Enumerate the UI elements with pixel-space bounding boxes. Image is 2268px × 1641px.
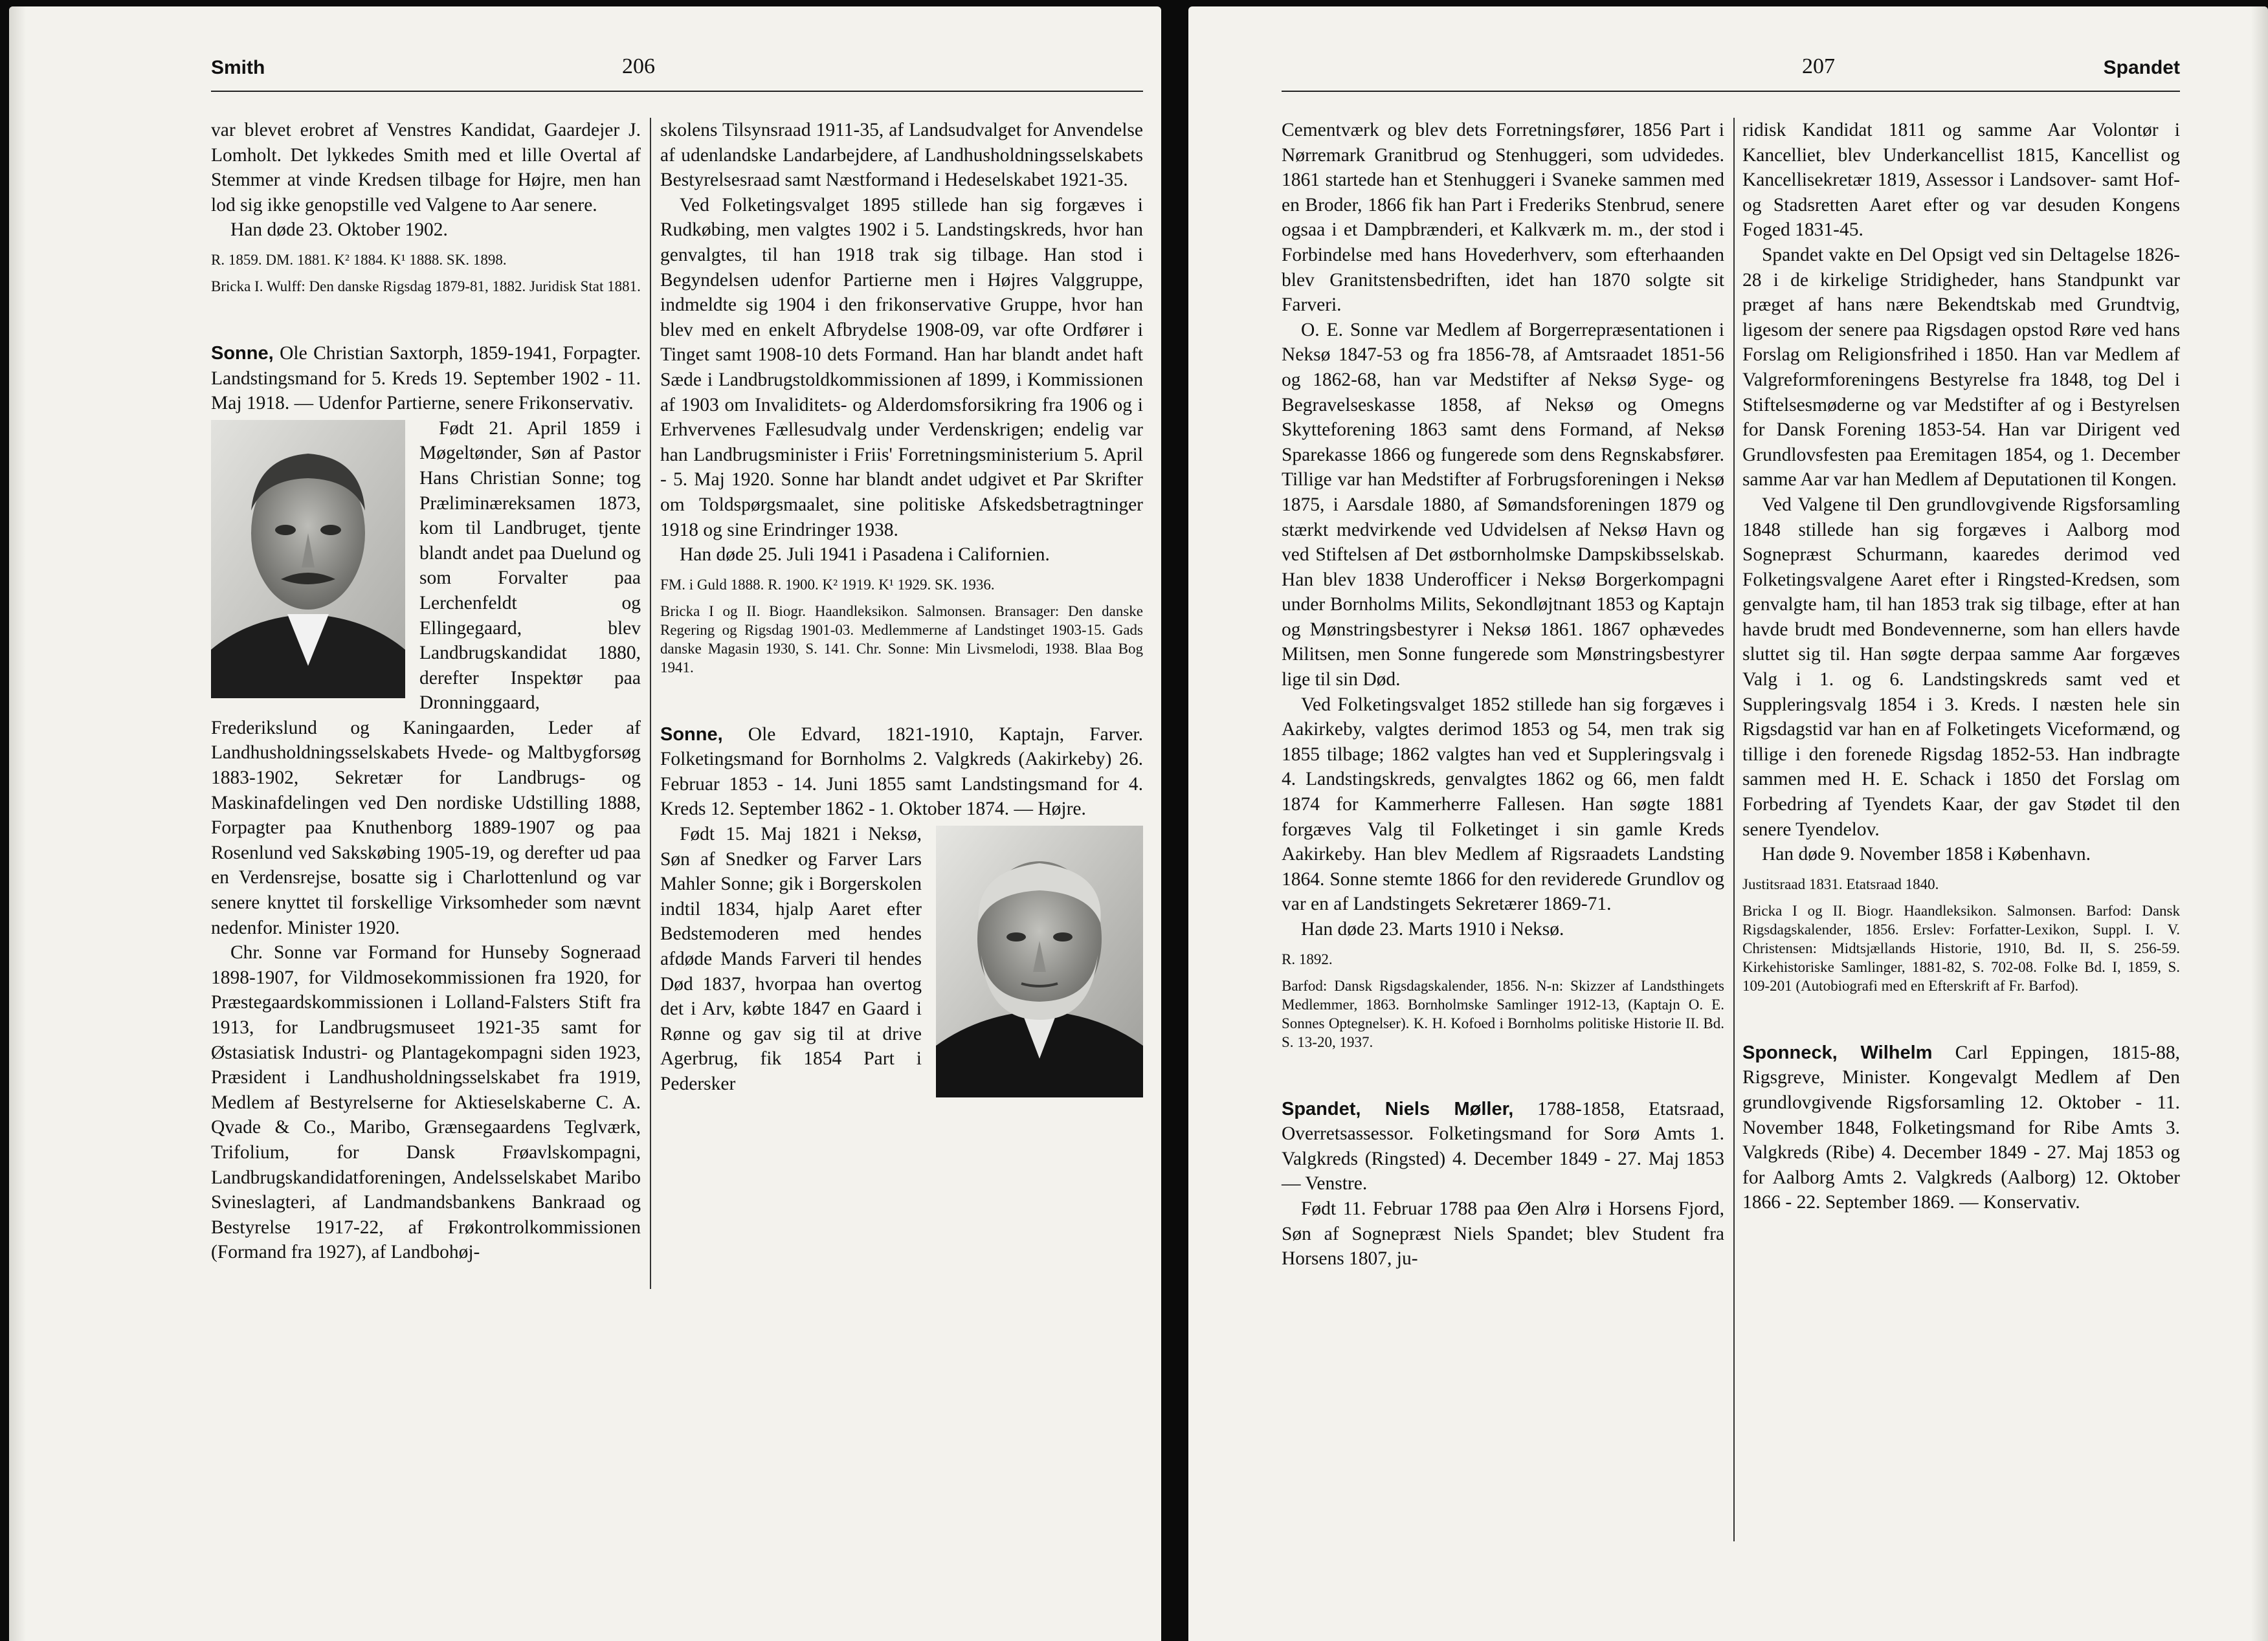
right-page [1188, 6, 2268, 1641]
sonne2-body [660, 822, 1143, 1097]
sonne1-continuation: skolens Tilsynsraad 1911-35, af Landsudvalget for Anvendelse af udenlandske Landarbejdere, af Landhusholdningsselskabets Bestyrelsesraad samt Næstformand i Hedeselskabet 1921-35. [660, 120, 1143, 191]
spandet-death: Han døde 9. November 1858 i København. [1762, 844, 2091, 865]
smith-continuation: var blevet erobret af Venstres Kandidat, Gaardejer J. Lomholt. Det lykkedes Smith med et lille Overtal af Stemmer at vinde Kredsen tilbage for Højre, men han lod sig ikke genopstille ved Valgene to Aar senere. [211, 120, 641, 215]
sonne1-name: Sonne, [211, 342, 274, 364]
spandet-elections: Ved Valgene til Den grundlovgivende Rigsforsamling 1848 stillede han sig forgæves i Aalborg mod Sognepræst Schurmann, kaaredes derimod ved Folketingsvalgene Aaret efter i Ringsted-Kredsen, som genvalgte ham, til han 1853 trak sig tilbage, efter at han havde brudt med Bondevennerne, som han ellers havde sluttet sig til. Han søgte derpaa samme Aar forgæves Valg i 1. og 6. Landstingskreds samt ved et Suppleringsvalg 1854 i 3. Kreds. I næsten hele sin Rigsdagstid var han en af Folketingets Viceformænd, og tillige i den forenede Rigsdag 1852-53. Han indbragte sammen med H. E. Schack i 1850 det Forslag om Forbedring af Tyendets Kaar, der gav Stødet til den senere Tyendelov. [1742, 494, 2180, 840]
sponneck-name: Sponneck, Wilhelm [1742, 1042, 1933, 1063]
smith-death: Han døde 23. Oktober 1902. [230, 219, 448, 241]
entry-spacer [211, 296, 641, 341]
sonne2-elections: Ved Folketingsvalget 1852 stillede han sig forgæves i Aakirkeby, valgtes derimod 1853 og 54, men trak sig 1855 tilbage; 1862 valgtes han ved et Suppleringsvalg i 4. Landstingskreds, genvalgtes 1862 og 66, men faldt 1874 for Kammerherre Fallesen. Han søgte 1881 forgæves Valg til Folketinget i sin gamle Kreds Aakirkeby. Han blev Medlem af Rigsraadets Landsting 1864. Sonne stemte 1866 for den reviderede Grundlov og var en af Landstingets Sekretærer 1869-71. [1282, 694, 1724, 915]
right-header-name: Spandet [2103, 57, 2180, 78]
sonne2-title: Ole Edvard, 1821-1910, Kaptajn, Farver. Folketingsmand for Bornholms 2. Valgkreds (Aakirkeby) 26. Februar 1853 - 14. Juni 1855 samt Landstingsmand for 4. Kreds 12. September 1862 - 1. Oktober 1874. — Højre. [660, 723, 1143, 820]
right-page-number: 207 [1802, 54, 1835, 78]
sonne1-death: Han døde 25. Juli 1941 i Pasadena i Californien. [680, 544, 1050, 566]
left-page-number: 206 [622, 54, 655, 78]
sonne1-orders: FM. i Guld 1888. R. 1900. K² 1919. K¹ 1929. SK. 1936. [660, 576, 995, 593]
sonne1-title: Ole Christian Saxtorph, 1859-1941, Forpagter. Landstingsmand for 5. Kreds 19. September 1902 - 11. Maj 1918. — Udenfor Partierne, senere Frikonservativ. [211, 342, 641, 414]
right-column-rule [1733, 118, 1735, 1541]
right-page-edge [2251, 6, 2268, 1641]
entry-spacer [1742, 995, 2180, 1041]
left-page [9, 6, 1161, 1641]
left-page-edge [9, 6, 26, 1641]
right-header-rule [1282, 91, 2180, 92]
sponneck-heading [1742, 1041, 2180, 1215]
spandet-continuation: ridisk Kandidat 1811 og samme Aar Volontør i Kancelliet, blev Underkancellist 1815, Kancellist og Kancellisekretær 1819, Assessor i Landsover- samt Hof- og Stadsretten Aaret efter og var desuden Kongens Foged 1831-45. [1742, 120, 2180, 241]
left-column-2 [660, 118, 1143, 1101]
smith-sources: Bricka I. Wulff: Den danske Rigsdag 1879-81, 1882. Juridisk Stat 1881. [211, 278, 641, 294]
sonne2-portrait [936, 826, 1143, 1097]
sonne1-heading [211, 341, 641, 416]
sonne1-sources: Bricka I og II. Biogr. Haandleksikon. Salmonsen. Bransager: Den danske Regering og Rigsdag 1901-03. Medlemmerne af Landstinget 1903-15. Gads danske Magasin 1930, S. 141. Chr. Sonne: Min Livsmelodi, 1938. Blaa Bog 1941. [660, 602, 1143, 676]
sonne2-heading [660, 722, 1143, 822]
left-header-name: Smith [211, 57, 265, 78]
spandet-name: Spandet, Niels Møller, [1282, 1098, 1514, 1119]
smith-orders: R. 1859. DM. 1881. K² 1884. K¹ 1888. SK. 1898. [211, 251, 507, 268]
left-running-head [211, 54, 1143, 89]
sonne2-civic: O. E. Sonne var Medlem af Borgerrepræsentationen i Neksø 1847-53 og fra 1856-78, af Amtsraadet 1851-56 og 1862-68, han var Medstifter af Neksø Syge- og Begravelseskasse 1858, af Neksø og Omegns Skytteforening 1863 samt dens Formand, af Neksø Sparekasse 1866 og fungerede som dens Regnskabsfører. Tillige var han Medstifter af Forbrugsforeningen i Neksø 1875, i Aarsdale 1880, af Sømandsforeningen 1879 og stærkt medvirkende ved Udvidelsen af Neksø Havn og ved Stiftelsen af Det østbornholmske Dampskibsselskab. Han blev 1838 Underofficer i Neksø Borgerkompagni under Bornholms Milits, Sekondløjtnant 1853 og Kaptajn og Mønstringsbestyrer i Neksø 1861. 1867 ophævedes Militsen, men Sonne fungerede som Mønstringsbestyrer lige til sin Død. [1282, 319, 1724, 690]
sonne2-orders: R. 1892. [1282, 951, 1333, 967]
sonne1-elections: Ved Folketingsvalget 1895 stillede han sig forgæves i Rudkøbing, men valgtes 1902 i 5. Landstingskreds, hvor han genvalgtes, til han 1918 trak sig tilbage. Han stod i Begyndelsen udenfor Partierne men i Højres Valggruppe, indmeldte sig 1904 i den frikonservative Gruppe, hvor han blev med en enkelt Afbrydelse 1908-09, var ofte Ordfører i Tinget samt 1908-10 dets Formand. Han har blandt andet haft Sæde i Landbrugstoldkommissionen af 1899, i Kommissionen af 1903 om Invaliditets- og Alderdomsforsikring fra 1906 og i Erhvervenes Fællesudvalg under Verdenskrigen; endelig var han Landbrugsminister i Friis' Forretningsministerium 5. April - 5. Maj 1920. Sonne har blandt andet udgivet et Par Skrifter om Toldspørgsmaalet, sine politiske Afskedsbetragtninger 1918 og sine Erindringer 1938. [660, 194, 1143, 540]
sonne2-continuation: Cementværk og blev dets Forretningsfører, 1856 Part i Nørremark Granitbrud og Stenhuggeri, som udvidedes. 1861 startede han et Stenhuggeri i Svaneke sammen med en Broder, 1866 fik han Part i Frederiks Stenbrud, senere ogsaa i et Dampbrænderi, et Kalkværk m. m., der stod i Forbindelse med hans Hovederhverv, som efterhaanden blev Granitstensbedriften, idet han 1870 solgte sit Farveri. [1282, 120, 1724, 316]
spandet-title: 1788-1858, Etatsraad, Overretsassessor. Folketingsmand for Sorø Amts 1. Valgkreds (Ringsted) 4. December 1849 - 27. Maj 1853 — Venstre. [1282, 1098, 1724, 1195]
sponneck-title: Carl Eppingen, 1815-88, Rigsgreve, Minister. Kongevalgt Medlem af Den grundlovgivende Rigsforsamling 12. Oktober - 11. November 1848, Folketingsmand for Ribe Amts 3. Valgkreds (Ribe) 4. December 1849 - 27. Maj 1853 og for Aalborg Amts 2. Valgkreds (Aalborg) 12. Oktober 1866 - 22. September 1869. — Konservativ. [1742, 1042, 2180, 1213]
spandet-birth: Født 11. Februar 1788 paa Øen Alrø i Horsens Fjord, Søn af Sognepræst Niels Spandet; blev Student fra Horsens 1807, ju- [1282, 1198, 1724, 1270]
sonne2-death: Han døde 23. Marts 1910 i Neksø. [1301, 919, 1564, 940]
right-column-1 [1282, 118, 1724, 1272]
sonne2-birth: Født 15. Maj 1821 i Neksø, Søn af Snedker og Farver Lars Mahler Sonne; gik i Borgerskolen indtil 1834, hjalp Aaret efter Bedstemoderen med hendes afdøde Mands Farveri til hendes Død 1837, hvorpaa han overtog det i Arv, købte 1847 en Gaard i Rønne og gav sig til at drive Agerbrug, fik 1854 Part i Pedersker [660, 824, 922, 1094]
sonne1-body [211, 416, 641, 940]
left-column-1 [211, 118, 641, 1265]
spandet-orders: Justitsraad 1831. Etatsraad 1840. [1742, 876, 1939, 892]
right-column-2 [1742, 118, 2180, 1215]
sonne2-name: Sonne, [660, 723, 723, 745]
right-running-head [1282, 54, 2180, 89]
sonne1-career: Chr. Sonne var Formand for Hunseby Sogneraad 1898-1907, for Vildmosekommissionen fra 1920, for Præstegaardskommissionen i Lolland-Falsters Stift fra 1913, for Landbrugsmuseet 1921-35 samt for Østasiatisk Industri- og Plantagekompagni siden 1923, Præsident i Landhusholdningsselskabet fra 1919, Medlem af Bestyrelserne for Aktieselskaberne C. A. Qvade & Co., Maribo, Grænsegaardens Teglværk, Trifolium, for Dansk Frøavlskompagni, Landbrugskandidatforeningen, Andelsselskabet Maribo Svineslagteri, af Landmandsbankens Bankraad og Bestyrelse 1917-22, af Frøkontrolkommissionen (Formand fra 1927), af Landbohøj- [211, 942, 641, 1263]
left-header-rule [211, 91, 1143, 92]
sonne2-sources: Barfod: Dansk Rigsdagskalender, 1856. N-n: Skizzer af Landsthingets Medlemmer, 1863. Bornholmske Samlinger 1912-13, (Kaptajn O. E. Sonnes Optegnelser). K. H. Kofoed i Bornholms politiske Historie II. Bd. S. 13-20, 1937. [1282, 977, 1724, 1050]
sonne1-birth: Født 21. April 1859 i Møgeltønder, Søn af Pastor Hans Christian Sonne; tog Præliminæreksamen 1873, kom til Landbruget, tjente blandt andet paa Duelund og som Forvalter paa Lerchenfeldt og Ellingegaard, blev Landbrugskandidat 1880, derefter Inspektør paa Dronninggaard, Frederikslund og Kaningaarden, Leder af Landhusholdningsselskabets Hvede- og Maltbygforsøg 1883-1902, Sekretær for Landbrugs- og Maskinafdelingen ved Den nordiske Udstilling 1888, Forpagter paa Knuthenborg 1889-1907 og paa Rosenlund ved Sakskøbing 1905-19, og derefter ud paa en Verdensrejse, bosatte sig i Charlottenlund og var senere knyttet til forskellige Virksomheder som nævnt nedenfor. Minister 1920. [211, 417, 641, 938]
left-column-rule [650, 118, 651, 1289]
spandet-heading [1282, 1097, 1724, 1196]
entry-spacer [1282, 1052, 1724, 1097]
sonne1-portrait [211, 420, 405, 698]
entry-spacer [660, 677, 1143, 722]
spandet-sources: Bricka I og II. Biogr. Haandleksikon. Salmonsen. Barfod: Dansk Rigsdagskalender, 1856. Erslev: Forfatter-Lexikon, Suppl. I. V. Christensen: Midtsjællands Historie, 1910, Bd. II, S. 256-59. Kirkehistoriske Samlinger, 1881-82, S. 702-08. Folke Bd. I, 1859, S. 109-201 (Autobiografi med en Efterskrift af Fr. Barfod). [1742, 902, 2180, 994]
spandet-opsigt: Spandet vakte en Del Opsigt ved sin Deltagelse 1826-28 i de kirkelige Stridigheder, hans Standpunkt var præget af hans nære Bekendtskab med Grundtvig, ligesom der senere paa Rigsdagen opstod Røre ved hans Forslag om Religionsfrihed i 1850. Han var Medlem af Valgreformforeningens Bestyrelse fra 1848, tog Del i Stiftelsesmøderne og var Medstifter af og i Bestyrelsen for Dansk Forening 1853-54. Han var Dirigent ved Grundlovsfesten paa Eremitagen 1854, og 1. December samme Aar var han Medlem af Deputationen til Kongen. [1742, 244, 2180, 490]
